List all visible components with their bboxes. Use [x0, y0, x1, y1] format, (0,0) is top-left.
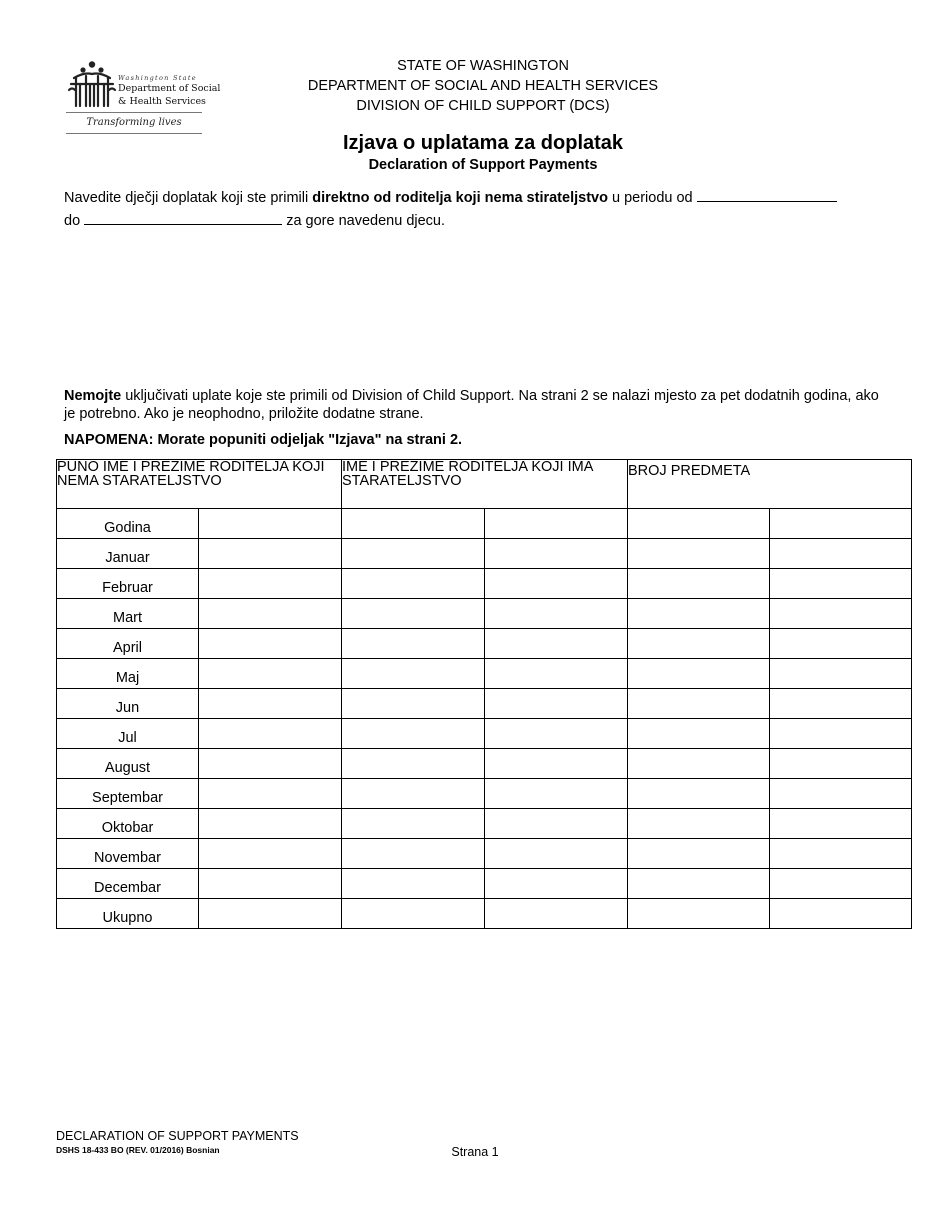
amount-cell[interactable] [770, 569, 912, 599]
amount-cell[interactable] [628, 839, 770, 869]
amount-cell[interactable] [199, 809, 342, 839]
amount-cell[interactable] [485, 749, 628, 779]
agency-line-division: DIVISION OF CHILD SUPPORT (DCS) [356, 98, 610, 114]
agency-header [250, 56, 716, 116]
table-row [57, 629, 912, 659]
amount-cell[interactable] [342, 779, 485, 809]
row-label: Godina [57, 509, 199, 539]
amount-cell[interactable] [199, 749, 342, 779]
logo-rule-top [66, 112, 202, 113]
agency-line-department: DEPARTMENT OF SOCIAL AND HEALTH SERVICES [307, 78, 659, 94]
amount-cell[interactable] [628, 569, 770, 599]
instructions-text: uključivati uplate koje ste primili od Division of Child Support. Na strani 2 se nalazi mjesto za pet dodatnih godina, ako je potrebno. Ako je neophodno, priložite dodatne strane. [64, 388, 879, 422]
row-label: Mart [57, 599, 199, 629]
amount-cell[interactable] [770, 779, 912, 809]
amount-cell[interactable] [628, 749, 770, 779]
amount-cell[interactable] [770, 659, 912, 689]
noncustodial-parent-name-cell[interactable] [57, 460, 342, 509]
agency-line-state: STATE OF WASHINGTON [397, 58, 569, 74]
table-row [57, 779, 912, 809]
amount-cell[interactable] [485, 779, 628, 809]
amount-cell[interactable] [485, 629, 628, 659]
logo-department-line2: & Health Services [118, 96, 206, 107]
amount-cell[interactable] [485, 509, 628, 539]
page-number: Strana 1 [451, 1145, 499, 1159]
noncustodial-parent-header: PUNO IME I PREZIME RODITELJA KOJI NEMA STARATELJSTVO [57, 459, 325, 489]
intro-bold: direktno od roditelja koji nema stirateljstvo [312, 190, 608, 206]
amount-cell[interactable] [199, 509, 342, 539]
amount-cell[interactable] [485, 539, 628, 569]
amount-cell[interactable] [199, 599, 342, 629]
logo-rule-bottom [66, 133, 202, 134]
table-row [57, 839, 912, 869]
custodial-parent-header: IME I PREZIME RODITELJA KOJI IMA STARATELJSTVO [342, 459, 593, 489]
amount-cell[interactable] [628, 899, 770, 929]
amount-cell[interactable] [628, 869, 770, 899]
amount-cell[interactable] [199, 869, 342, 899]
amount-cell[interactable] [485, 719, 628, 749]
amount-cell[interactable] [628, 779, 770, 809]
logo-tagline: Transforming lives [86, 117, 182, 128]
amount-cell[interactable] [628, 539, 770, 569]
case-number-cell[interactable] [628, 460, 912, 509]
amount-cell[interactable] [628, 629, 770, 659]
amount-cell[interactable] [628, 809, 770, 839]
amount-cell[interactable] [199, 899, 342, 929]
table-row [57, 749, 912, 779]
custodial-parent-name-cell[interactable] [342, 460, 628, 509]
table-row [57, 899, 912, 929]
intro-text-3: do [64, 213, 85, 229]
amount-cell[interactable] [199, 539, 342, 569]
amount-cell[interactable] [199, 779, 342, 809]
amount-cell[interactable] [342, 599, 485, 629]
intro-text-2: u periodu od [607, 190, 697, 206]
amount-cell[interactable] [485, 689, 628, 719]
amount-cell[interactable] [199, 719, 342, 749]
period-from-field[interactable] [697, 187, 837, 202]
amount-cell[interactable] [628, 509, 770, 539]
amount-cell[interactable] [342, 539, 485, 569]
amount-cell[interactable] [628, 689, 770, 719]
amount-cell[interactable] [770, 509, 912, 539]
amount-cell[interactable] [628, 659, 770, 689]
table-row [57, 689, 912, 719]
amount-cell[interactable] [628, 599, 770, 629]
intro-text-4: za gore navedenu djecu. [282, 213, 446, 229]
amount-cell[interactable] [770, 629, 912, 659]
row-label: Oktobar [57, 809, 199, 839]
amount-cell[interactable] [199, 629, 342, 659]
amount-cell[interactable] [485, 599, 628, 629]
logo-state-text: Washington State [118, 74, 197, 82]
row-label: August [57, 749, 199, 779]
amount-cell[interactable] [770, 719, 912, 749]
footer-form-title: DECLARATION OF SUPPORT PAYMENTS [56, 1129, 299, 1143]
amount-cell[interactable] [199, 689, 342, 719]
amount-cell[interactable] [342, 869, 485, 899]
amount-cell[interactable] [342, 569, 485, 599]
period-to-field[interactable] [84, 210, 282, 225]
intro-line-1 [64, 187, 837, 206]
intro-line-2 [64, 210, 445, 229]
amount-cell[interactable] [485, 899, 628, 929]
table-row [57, 509, 912, 539]
row-label: Jul [57, 719, 199, 749]
amount-cell[interactable] [770, 899, 912, 929]
table-row [57, 569, 912, 599]
amount-cell[interactable] [342, 689, 485, 719]
family-figures-icon [66, 60, 118, 110]
table-row [57, 719, 912, 749]
amount-cell[interactable] [485, 809, 628, 839]
amount-cell[interactable] [770, 749, 912, 779]
table-row [57, 869, 912, 899]
form-title: Izjava o uplatama za doplatak [342, 132, 624, 154]
row-label: Februar [57, 569, 199, 599]
dshs-logo [66, 60, 221, 136]
row-label: Septembar [57, 779, 199, 809]
amount-cell[interactable] [342, 659, 485, 689]
table-row [57, 599, 912, 629]
row-label: April [57, 629, 199, 659]
amount-cell[interactable] [342, 809, 485, 839]
instructions-bold: Nemojte [64, 388, 122, 404]
intro-text-1: Navedite dječji doplatak koji ste primili [64, 190, 313, 206]
amount-cell[interactable] [342, 719, 485, 749]
amount-cell[interactable] [342, 749, 485, 779]
row-label: Ukupno [57, 899, 199, 929]
table-row [57, 659, 912, 689]
amount-cell[interactable] [770, 809, 912, 839]
amount-cell[interactable] [199, 659, 342, 689]
amount-cell[interactable] [485, 659, 628, 689]
amount-cell[interactable] [770, 539, 912, 569]
row-label: Jun [57, 689, 199, 719]
form-subtitle: Declaration of Support Payments [368, 157, 598, 173]
amount-cell[interactable] [199, 569, 342, 599]
amount-cell[interactable] [199, 839, 342, 869]
logo-department-line1: Department of Social [118, 83, 221, 94]
row-label: Januar [57, 539, 199, 569]
amount-cell[interactable] [770, 839, 912, 869]
amount-cell[interactable] [770, 689, 912, 719]
amount-cell[interactable] [342, 839, 485, 869]
footer-form-number: DSHS 18-433 BO (REV. 01/2016) Bosnian [56, 1145, 220, 1155]
amount-cell[interactable] [342, 509, 485, 539]
amount-cell[interactable] [770, 869, 912, 899]
instructions-paragraph [64, 387, 894, 423]
row-label: Maj [57, 659, 199, 689]
amount-cell[interactable] [485, 869, 628, 899]
row-label: Decembar [57, 869, 199, 899]
case-number-header: BROJ PREDMETA [628, 463, 751, 479]
table-header-row [57, 460, 912, 509]
amount-cell[interactable] [770, 599, 912, 629]
amount-cell[interactable] [628, 719, 770, 749]
amount-cell[interactable] [342, 899, 485, 929]
table-row [57, 809, 912, 839]
amount-cell[interactable] [485, 569, 628, 599]
table-row [57, 539, 912, 569]
payments-table [56, 459, 912, 929]
row-label: Novembar [57, 839, 199, 869]
note-text: NAPOMENA: Morate popuniti odjeljak "Izjava" na strani 2. [64, 432, 463, 448]
amount-cell[interactable] [342, 629, 485, 659]
amount-cell[interactable] [485, 839, 628, 869]
